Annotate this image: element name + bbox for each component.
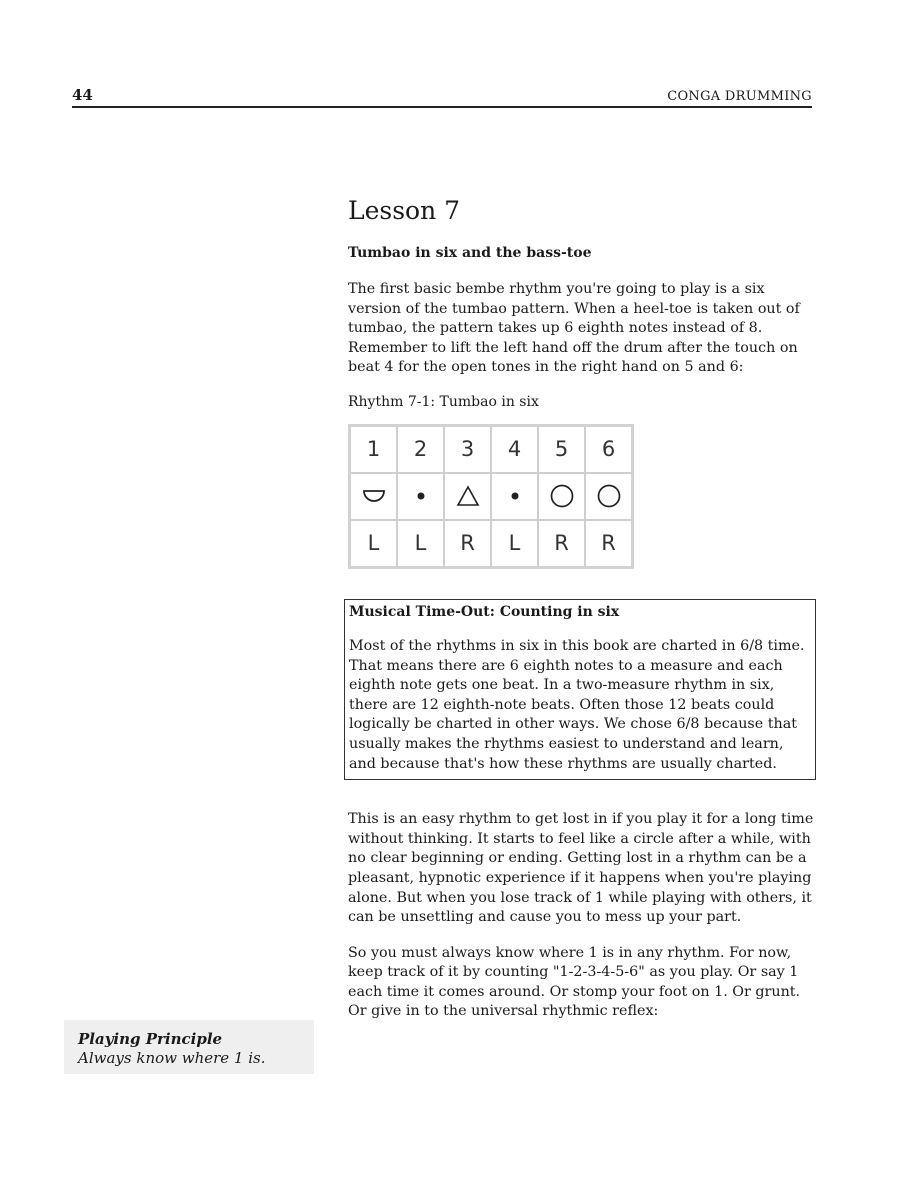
time-out-title: Musical Time-Out: Counting in six: [349, 603, 620, 620]
body-paragraph-2: So you must always know where 1 is in any rhythm. For now, keep track of it by counting "1-2-3-4-5-6" as you play. Or say 1 each time it comes around. Or stomp your foot on 1. Or grunt. Or give in to the universal rhythmic reflex:: [348, 944, 801, 1020]
beat-cell: 2: [397, 425, 444, 473]
open-tone-icon: [596, 483, 622, 509]
beat-cell: 5: [538, 425, 585, 473]
touch-dot-icon: [509, 490, 521, 502]
body-paragraph-1: This is an easy rhythm to get lost in if you play it for a long time without thinking. It starts to feel like a circle after a while, with no clear beginning or ending. Getting lost in a rhythm can be a pleasant, hypnotic experience if it happens when you're playing alone. But when you lose track of 1 while playing with others, it can be unsettling and cause you to mess up your part.: [348, 811, 814, 926]
lesson-title: Lesson 7: [348, 196, 461, 225]
lesson-subtitle: Tumbao in six and the bass-toe: [348, 245, 592, 261]
touch-dot-icon: [415, 490, 427, 502]
hand-cell: R: [444, 520, 491, 568]
hand-cell: L: [397, 520, 444, 568]
stroke-cell: [491, 473, 538, 520]
hand-row: [350, 520, 633, 568]
playing-principle-sidebar: [64, 1020, 314, 1074]
beat-row: [350, 425, 633, 473]
slap-triangle-icon: [456, 485, 480, 507]
beat-cell: 4: [491, 425, 538, 473]
time-out-box: [344, 599, 816, 780]
page-number: 44: [72, 86, 93, 104]
open-tone-icon: [549, 483, 575, 509]
beat-cell: 1: [350, 425, 398, 473]
main-content: [348, 196, 816, 1038]
sidebar-text: Always know where 1 is.: [78, 1049, 266, 1067]
hand-cell: L: [491, 520, 538, 568]
stroke-cell: [538, 473, 585, 520]
hand-cell: L: [350, 520, 398, 568]
stroke-cell: [397, 473, 444, 520]
bass-icon: [362, 488, 386, 504]
intro-paragraph: The first basic bembe rhythm you're going to play is a six version of the tumbao pattern. When a heel-toe is taken out of tumbao, the pattern takes up 6 eighth notes instead of 8. Remember to lift the left hand off the drum after the touch on beat 4 for the open tones in the right hand on 5 and 6:: [348, 281, 800, 376]
stroke-cell: [585, 473, 633, 520]
time-out-body: Most of the rhythms in six in this book are charted in 6/8 time. That means there are 6 eighth notes to a measure and each eighth note gets one beat. In a two-measure rhythm in six, there are 12 eighth-note beats. Often those 12 beats could logically be charted in other ways. We chose 6/8 because that usually makes the rhythms easiest to understand and learn, and because that's how these rhythms are usually charted.: [349, 637, 805, 772]
rhythm-grid: [348, 424, 634, 569]
hand-cell: R: [538, 520, 585, 568]
sidebar-title: Playing Principle: [78, 1030, 223, 1048]
beat-cell: 6: [585, 425, 633, 473]
hand-cell: R: [585, 520, 633, 568]
running-head: CONGA DRUMMING: [667, 89, 812, 104]
rhythm-caption: Rhythm 7-1: Tumbao in six: [348, 393, 539, 410]
stroke-cell: [350, 473, 398, 520]
beat-cell: 3: [444, 425, 491, 473]
header-rule: [72, 106, 812, 108]
stroke-cell: [444, 473, 491, 520]
stroke-row: [350, 473, 633, 520]
